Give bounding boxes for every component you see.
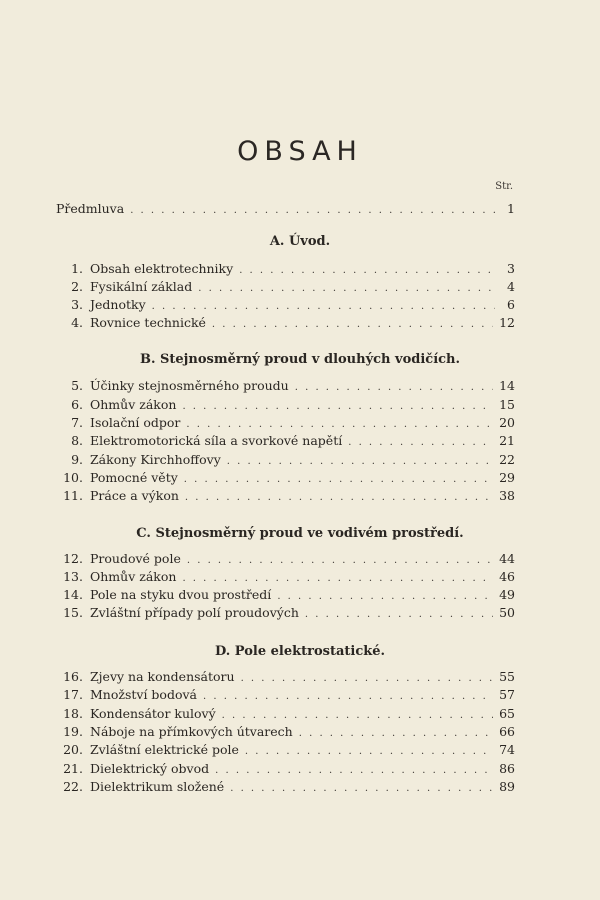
toc-entry xyxy=(56,469,515,487)
toc-entry-page: 74 xyxy=(499,742,515,757)
toc-entry-title: Obsah elektrotechniky xyxy=(90,261,234,276)
toc-entry-number: 10. xyxy=(63,470,83,485)
toc-entry xyxy=(56,760,515,778)
toc-entry-title: Množství bodová xyxy=(90,687,198,702)
toc-entry-page: 14 xyxy=(499,378,515,393)
toc-entry-page: 44 xyxy=(499,551,515,566)
toc-entry-title: Zákony Kirchhoffovy xyxy=(90,452,221,467)
toc-entry-number: 13. xyxy=(63,569,83,584)
dot-leader xyxy=(295,379,493,397)
page-column-label: Str. xyxy=(495,181,513,192)
toc-entry-number: 11. xyxy=(63,488,83,503)
toc-entry-title: Dielektrikum složené xyxy=(90,779,225,794)
toc-entry xyxy=(56,723,515,741)
toc-entry-page: 15 xyxy=(499,397,515,412)
toc-entry-title: Pomocné věty xyxy=(90,470,178,485)
toc-entry xyxy=(56,396,515,414)
toc-entry-number: 8. xyxy=(71,433,83,448)
toc-entry-number: 21. xyxy=(63,761,83,776)
toc-entry-preface xyxy=(56,200,515,218)
section-heading-b: B. Stejnosměrný proud v dlouhých vodičích. xyxy=(139,352,461,367)
section-heading-a: A. Úvod. xyxy=(269,234,331,249)
toc-entry xyxy=(56,314,515,332)
dot-leader xyxy=(203,688,493,706)
toc-entry-number: 18. xyxy=(63,706,83,721)
toc-entry-title: Jednotky xyxy=(90,297,146,312)
toc-entry-number: 20. xyxy=(63,742,83,757)
toc-entry-page: 66 xyxy=(499,724,515,739)
toc-entry-number: 9. xyxy=(71,452,83,467)
toc-entry-page: 65 xyxy=(499,706,515,721)
toc-entry-page: 49 xyxy=(499,587,515,602)
page-title: OBSAH xyxy=(237,136,363,167)
toc-entry-number: 5. xyxy=(71,378,83,393)
toc-entry-page: 21 xyxy=(499,433,515,448)
dot-leader xyxy=(305,606,493,624)
dot-leader xyxy=(245,743,493,761)
toc-entry xyxy=(56,377,515,395)
toc-entry xyxy=(56,278,515,296)
toc-entry-title: Předmluva xyxy=(56,201,125,216)
dot-leader xyxy=(348,434,493,452)
toc-entry xyxy=(56,550,515,568)
toc-entry xyxy=(56,451,515,469)
toc-entry-number: 15. xyxy=(63,605,83,620)
toc-entry-page: 4 xyxy=(507,279,515,294)
toc-entry xyxy=(56,296,515,314)
toc-entry-page: 22 xyxy=(499,452,515,467)
toc-entry xyxy=(56,604,515,622)
toc-entry xyxy=(56,586,515,604)
toc-entry xyxy=(56,778,515,796)
toc-entry-title: Ohmův zákon xyxy=(90,397,177,412)
toc-entry-title: Práce a výkon xyxy=(90,488,179,503)
toc-entry xyxy=(56,487,515,505)
toc-entry-number: 7. xyxy=(71,415,83,430)
toc-entry-title: Zvláštní případy polí proudových xyxy=(90,605,299,620)
toc-entry-title: Proudové pole xyxy=(90,551,181,566)
toc-entry-number: 3. xyxy=(71,297,83,312)
toc-entry-number: 1. xyxy=(71,261,83,276)
toc-entry-page: 6 xyxy=(507,297,515,312)
toc-entry-page: 46 xyxy=(499,569,515,584)
toc-entry-number: 14. xyxy=(63,587,83,602)
toc-entry-page: 20 xyxy=(499,415,515,430)
toc-entry-number: 6. xyxy=(71,397,83,412)
toc-entry xyxy=(56,668,515,686)
toc-entry-page: 89 xyxy=(499,779,515,794)
toc-entry-number: 12. xyxy=(63,551,83,566)
toc-entry-page: 12 xyxy=(499,315,515,330)
toc-entry-number: 2. xyxy=(71,279,83,294)
toc-entry-title: Ohmův zákon xyxy=(90,569,177,584)
toc-entry-page: 50 xyxy=(499,605,515,620)
toc-entry-number: 16. xyxy=(63,669,83,684)
toc-entry-title: Náboje na přímkových útvarech xyxy=(90,724,293,739)
toc-entry-page: 86 xyxy=(499,761,515,776)
toc-entry-title: Pole na styku dvou prostředí xyxy=(90,587,272,602)
dot-leader xyxy=(230,780,493,798)
toc-entry xyxy=(56,705,515,723)
toc-entry-page: 1 xyxy=(507,201,515,216)
dot-leader xyxy=(130,202,495,220)
toc-entry-page: 3 xyxy=(507,261,515,276)
toc-entry-number: 19. xyxy=(63,724,83,739)
dot-leader xyxy=(185,489,493,507)
toc-entry xyxy=(56,432,515,450)
toc-entry xyxy=(56,686,515,704)
toc-entry-page: 38 xyxy=(499,488,515,503)
toc-entry-title: Účinky stejnosměrného proudu xyxy=(90,378,289,393)
dot-leader xyxy=(212,316,493,334)
toc-entry-title: Elektromotorická síla a svorkové napětí xyxy=(90,433,343,448)
section-heading-d: D. Pole elektrostatické. xyxy=(214,644,386,659)
toc-entry-title: Dielektrický obvod xyxy=(90,761,210,776)
toc-entry-title: Kondensátor kulový xyxy=(90,706,216,721)
toc-entry-title: Rovnice technické xyxy=(90,315,206,330)
toc-entry xyxy=(56,741,515,759)
toc-entry-page: 29 xyxy=(499,470,515,485)
toc-entry xyxy=(56,414,515,432)
section-heading-c: C. Stejnosměrný proud ve vodivém prostředí. xyxy=(136,526,464,541)
toc-entry-title: Fysikální základ xyxy=(90,279,193,294)
toc-entry-number: 22. xyxy=(63,779,83,794)
toc-entry-title: Isolační odpor xyxy=(90,415,181,430)
toc-entry-page: 55 xyxy=(499,669,515,684)
toc-entry xyxy=(56,260,515,278)
toc-entry-number: 17. xyxy=(63,687,83,702)
toc-entry xyxy=(56,568,515,586)
toc-entry-title: Zjevy na kondensátoru xyxy=(90,669,235,684)
toc-entry-number: 4. xyxy=(71,315,83,330)
toc-entry-title: Zvláštní elektrické pole xyxy=(90,742,239,757)
toc-entry-page: 57 xyxy=(499,687,515,702)
